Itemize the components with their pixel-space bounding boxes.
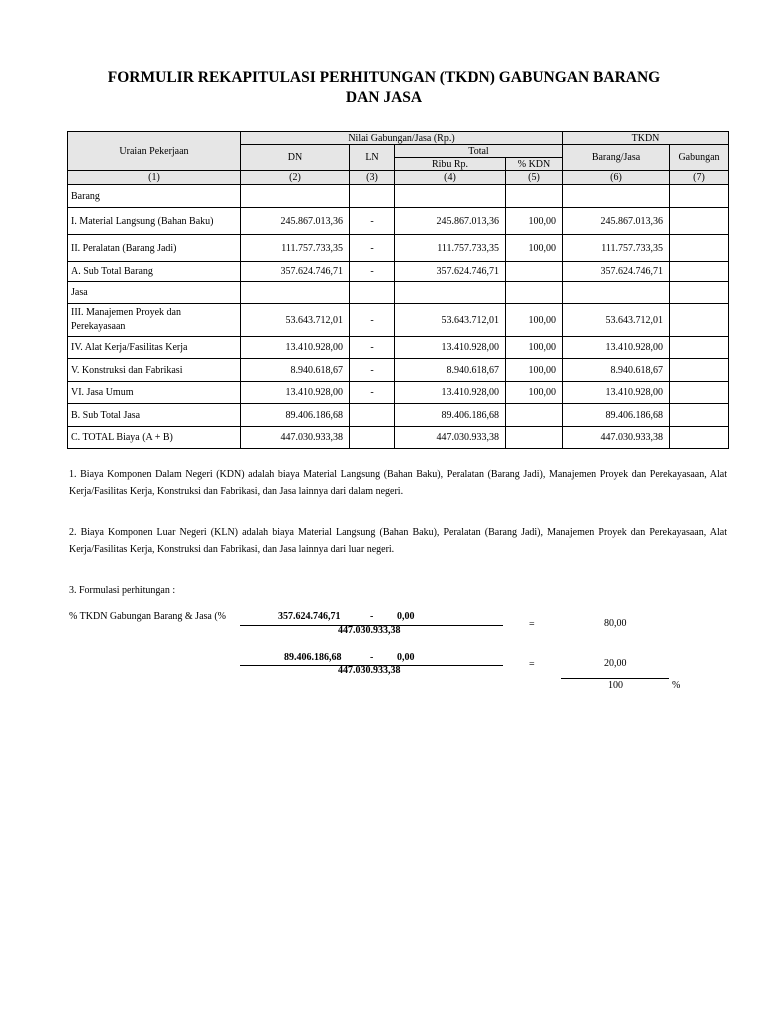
table-row: [68, 262, 729, 282]
formula-total: 100: [608, 680, 623, 691]
cell-gabungan: [670, 235, 729, 262]
cell-tkdn: 357.624.746,71: [563, 262, 670, 282]
cell-total: 245.867.013,36: [395, 208, 506, 235]
header-nilai-gabungan: Nilai Gabungan/Jasa (Rp.): [241, 132, 563, 145]
cell-total: [395, 282, 506, 304]
cell-pct-kdn: 100,00: [506, 235, 563, 262]
col-number: (3): [350, 171, 395, 185]
column-number-row: [68, 171, 729, 185]
form-title-line-1: FORMULIR REKAPITULASI PERHITUNGAN (TKDN) GABUNGAN BARANG: [107, 69, 661, 86]
row-label: V. Konstruksi dan Fabrikasi: [68, 359, 241, 382]
cell-dn: 13.410.928,00: [241, 337, 350, 359]
cell-total: 13.410.928,00: [395, 382, 506, 404]
formula1-ln: 0,00: [397, 611, 415, 622]
cell-pct-kdn: [506, 262, 563, 282]
header-barang-jasa: Barang/Jasa: [563, 145, 670, 171]
header-dn: DN: [241, 145, 350, 171]
col-number: (2): [241, 171, 350, 185]
table-row: [68, 404, 729, 427]
note-kdn: 1. Biaya Komponen Dalam Negeri (KDN) adalah biaya Material Langsung (Bahan Baku), Peralatan (Barang Jadi), Manajemen Proyek dan Perekayasaan, Alat Kerja/Fasilitas Kerja, Konstruksi dan Fabrikasi, dan Jasa lainnya dari dalam negeri.: [69, 469, 727, 497]
cell-total: 89.406.186,68: [395, 404, 506, 427]
row-label: III. Manajemen Proyek dan Perekayasaan: [68, 304, 241, 337]
percent-sign: %: [672, 680, 681, 691]
row-label: C. TOTAL Biaya (A + B): [68, 427, 241, 449]
cell-total: [395, 185, 506, 208]
cell-ln: -: [350, 359, 395, 382]
cell-pct-kdn: 100,00: [506, 359, 563, 382]
cell-gabungan: [670, 262, 729, 282]
cell-total: 8.940.618,67: [395, 359, 506, 382]
formula-label: % TKDN Gabungan Barang & Jasa (%: [69, 611, 226, 622]
header-total: Total: [395, 145, 563, 158]
cell-gabungan: [670, 208, 729, 235]
table-row: [68, 282, 729, 304]
cell-tkdn: 13.410.928,00: [563, 337, 670, 359]
cell-dn: 13.410.928,00: [241, 382, 350, 404]
formula2-equals: =: [529, 659, 535, 670]
cell-pct-kdn: 100,00: [506, 208, 563, 235]
cell-tkdn: [563, 185, 670, 208]
cell-pct-kdn: [506, 185, 563, 208]
table-row: [68, 185, 729, 208]
cell-tkdn: 111.757.733,35: [563, 235, 670, 262]
col-number: (5): [506, 171, 563, 185]
cell-pct-kdn: [506, 282, 563, 304]
note-kln: 2. Biaya Komponen Luar Negeri (KLN) adalah biaya Material Langsung (Bahan Baku), Peralatan (Barang Jadi), Manajemen Proyek dan Perekayasaan, Alat Kerja/Fasilitas Kerja, Konstruksi dan Fabrikasi, dan Jasa lainnya dari luar negeri.: [69, 527, 727, 555]
col-number: (1): [68, 171, 241, 185]
formula1-equals: =: [529, 619, 535, 630]
cell-tkdn: 8.940.618,67: [563, 359, 670, 382]
cell-ln: [350, 185, 395, 208]
row-label: II. Peralatan (Barang Jadi): [68, 235, 241, 262]
cell-gabungan: [670, 337, 729, 359]
cell-pct-kdn: 100,00: [506, 304, 563, 337]
cell-tkdn: [563, 282, 670, 304]
table-row: [68, 208, 729, 235]
cell-ln: [350, 282, 395, 304]
header-pct-kdn: % KDN: [506, 158, 563, 171]
header-tkdn: TKDN: [563, 132, 729, 145]
cell-ln: -: [350, 382, 395, 404]
cell-ln: -: [350, 262, 395, 282]
cell-dn: 89.406.186,68: [241, 404, 350, 427]
table-row: [68, 382, 729, 404]
cell-tkdn: 13.410.928,00: [563, 382, 670, 404]
cell-ln: [350, 404, 395, 427]
cell-gabungan: [670, 282, 729, 304]
formula2-denominator: 447.030.933,38: [338, 665, 401, 676]
cell-gabungan: [670, 404, 729, 427]
col-number: (6): [563, 171, 670, 185]
formula2-minus: -: [370, 652, 374, 663]
note-formulasi: 3. Formulasi perhitungan :: [69, 585, 176, 596]
cell-pct-kdn: [506, 404, 563, 427]
cell-ln: -: [350, 304, 395, 337]
row-label: Jasa: [68, 282, 241, 304]
row-label: Barang: [68, 185, 241, 208]
sum-line: [561, 678, 669, 679]
cell-tkdn: 245.867.013,36: [563, 208, 670, 235]
rekap-table: [67, 131, 729, 449]
cell-total: 13.410.928,00: [395, 337, 506, 359]
table-row: [68, 304, 729, 337]
row-label: A. Sub Total Barang: [68, 262, 241, 282]
cell-total: 111.757.733,35: [395, 235, 506, 262]
col-number: (4): [395, 171, 506, 185]
cell-tkdn: 89.406.186,68: [563, 404, 670, 427]
cell-dn: 245.867.013,36: [241, 208, 350, 235]
cell-total: 357.624.746,71: [395, 262, 506, 282]
cell-ln: -: [350, 208, 395, 235]
cell-gabungan: [670, 185, 729, 208]
cell-dn: [241, 185, 350, 208]
cell-dn: 8.940.618,67: [241, 359, 350, 382]
cell-pct-kdn: [506, 427, 563, 449]
table-row: [68, 337, 729, 359]
cell-dn: 357.624.746,71: [241, 262, 350, 282]
cell-dn: [241, 282, 350, 304]
formula1-denominator: 447.030.933,38: [338, 625, 401, 636]
formula2-ln: 0,00: [397, 652, 415, 663]
cell-gabungan: [670, 382, 729, 404]
cell-dn: 111.757.733,35: [241, 235, 350, 262]
cell-dn: 53.643.712,01: [241, 304, 350, 337]
cell-pct-kdn: 100,00: [506, 337, 563, 359]
table-row: [68, 359, 729, 382]
form-title: [60, 68, 708, 108]
table-row: [68, 235, 729, 262]
cell-ln: [350, 427, 395, 449]
cell-gabungan: [670, 359, 729, 382]
form-title-line-2: DAN JASA: [345, 89, 423, 106]
formula1-minus: -: [370, 611, 374, 622]
cell-gabungan: [670, 427, 729, 449]
header-ln: LN: [350, 145, 395, 171]
formula2-result: 20,00: [604, 658, 627, 669]
cell-gabungan: [670, 304, 729, 337]
formula1-result: 80,00: [604, 618, 627, 629]
cell-ln: -: [350, 235, 395, 262]
cell-tkdn: 53.643.712,01: [563, 304, 670, 337]
cell-total: 447.030.933,38: [395, 427, 506, 449]
cell-ln: -: [350, 337, 395, 359]
row-label: VI. Jasa Umum: [68, 382, 241, 404]
cell-tkdn: 447.030.933,38: [563, 427, 670, 449]
header-ribu-rp: Ribu Rp.: [395, 158, 506, 171]
cell-pct-kdn: 100,00: [506, 382, 563, 404]
header-gabungan: Gabungan: [670, 145, 729, 171]
table-row: [68, 427, 729, 449]
row-label: I. Material Langsung (Bahan Baku): [68, 208, 241, 235]
cell-dn: 447.030.933,38: [241, 427, 350, 449]
cell-total: 53.643.712,01: [395, 304, 506, 337]
header-uraian: Uraian Pekerjaan: [68, 132, 241, 171]
formula1-numerator: 357.624.746,71: [278, 611, 341, 622]
row-label: IV. Alat Kerja/Fasilitas Kerja: [68, 337, 241, 359]
formula2-numerator: 89.406.186,68: [284, 652, 342, 663]
col-number: (7): [670, 171, 729, 185]
row-label: B. Sub Total Jasa: [68, 404, 241, 427]
